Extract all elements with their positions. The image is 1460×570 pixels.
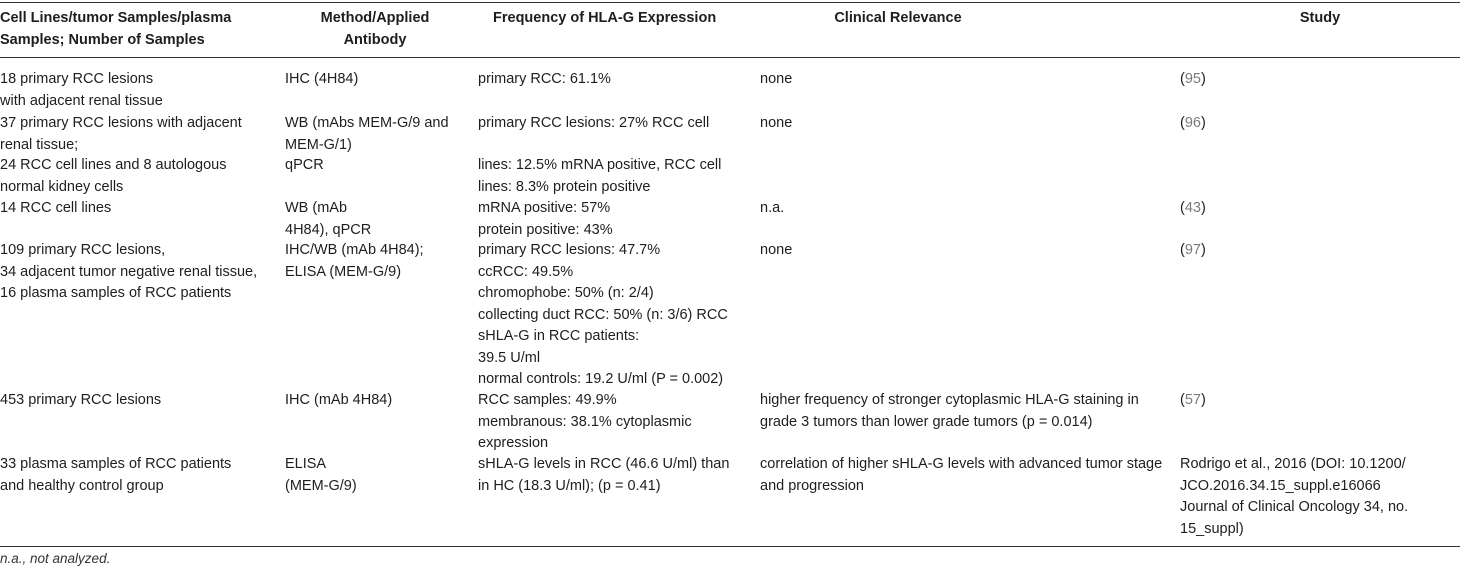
header-samples bbox=[0, 8, 270, 51]
reference-link[interactable]: 97 bbox=[1184, 242, 1201, 258]
study-cell-line: (43) bbox=[1180, 200, 1206, 216]
relevance-cell-line: none bbox=[760, 242, 793, 258]
frequency-cell-line: chromophobe: 50% (n: 2/4) bbox=[478, 285, 654, 301]
frequency-cell-line: lines: 8.3% protein positive bbox=[478, 178, 651, 195]
relevance-cell-line: grade 3 tumors than lower grade tumors (p = 0.014) bbox=[760, 413, 1093, 430]
relevance-cell-line: none bbox=[760, 71, 793, 87]
relevance-cell bbox=[760, 454, 1170, 497]
method-cell-line: ELISA (MEM-G/9) bbox=[285, 263, 402, 280]
table-footnote: n.a., not analyzed. bbox=[0, 551, 111, 566]
samples-cell-line: 18 primary RCC lesions bbox=[0, 71, 154, 87]
frequency-cell-line: sHLA-G in RCC patients: bbox=[478, 328, 640, 344]
samples-cell-line: 37 primary RCC lesions with adjacent bbox=[0, 115, 242, 131]
method-cell-line: (MEM-G/9) bbox=[285, 477, 357, 494]
relevance-cell bbox=[760, 113, 1170, 135]
samples-cell-line: normal kidney cells bbox=[0, 178, 124, 195]
table-top-rule bbox=[0, 2, 1460, 3]
samples-cell-line: 453 primary RCC lesions bbox=[0, 392, 162, 408]
study-cell bbox=[1180, 390, 1460, 412]
frequency-cell bbox=[478, 155, 748, 198]
header-relevance: Clinical Relevance bbox=[834, 10, 962, 26]
frequency-cell bbox=[478, 454, 748, 497]
frequency-cell-line: protein positive: 43% bbox=[478, 221, 613, 238]
relevance-cell bbox=[760, 390, 1170, 433]
samples-cell-line: 14 RCC cell lines bbox=[0, 200, 112, 216]
study-cell-line: (97) bbox=[1180, 242, 1206, 258]
method-cell-line: IHC (mAb 4H84) bbox=[285, 392, 393, 408]
study-cell-line: JCO.2016.34.15_suppl.e16066 bbox=[1180, 477, 1381, 494]
method-cell-line: qPCR bbox=[285, 157, 324, 173]
study-cell-line: Journal of Clinical Oncology 34, no. bbox=[1180, 499, 1409, 515]
study-cell-line: (96) bbox=[1180, 115, 1206, 131]
frequency-cell-line: expression bbox=[478, 435, 549, 451]
samples-cell-line: and healthy control group bbox=[0, 477, 164, 494]
header-study: Study bbox=[1299, 10, 1341, 26]
method-cell bbox=[285, 390, 465, 412]
frequency-cell-line: membranous: 38.1% cytoplasmic bbox=[478, 413, 692, 430]
study-cell bbox=[1180, 454, 1460, 540]
relevance-cell-line: correlation of higher sHLA-G levels with advanced tumor stage bbox=[760, 456, 1163, 472]
frequency-cell-line: sHLA-G levels in RCC (46.6 U/ml) than bbox=[478, 456, 730, 472]
method-cell-line: ELISA bbox=[285, 456, 327, 472]
frequency-cell bbox=[478, 69, 748, 91]
study-cell-line: (57) bbox=[1180, 392, 1206, 408]
reference-link[interactable]: 96 bbox=[1184, 115, 1201, 131]
frequency-cell-line: lines: 12.5% mRNA positive, RCC cell bbox=[478, 157, 722, 173]
frequency-cell-line: primary RCC: 61.1% bbox=[478, 71, 611, 87]
relevance-cell bbox=[760, 240, 1170, 262]
samples-cell bbox=[0, 390, 270, 412]
frequency-cell-line: primary RCC lesions: 27% RCC cell bbox=[478, 115, 710, 131]
samples-cell-line: 16 plasma samples of RCC patients bbox=[0, 285, 232, 301]
frequency-cell-line: normal controls: 19.2 U/ml (P = 0.002) bbox=[478, 371, 724, 387]
samples-cell bbox=[0, 69, 270, 112]
relevance-cell bbox=[760, 198, 1170, 220]
samples-cell-line: with adjacent renal tissue bbox=[0, 92, 163, 109]
method-cell-line: WB (mAbs MEM-G/9 and bbox=[285, 115, 449, 131]
table-bottom-rule bbox=[0, 546, 1460, 547]
method-cell bbox=[285, 454, 465, 497]
samples-cell bbox=[0, 240, 270, 305]
samples-cell bbox=[0, 113, 270, 156]
frequency-cell-line: mRNA positive: 57% bbox=[478, 200, 611, 216]
header-method-line: Method/Applied bbox=[320, 10, 430, 26]
samples-cell bbox=[0, 454, 270, 497]
relevance-cell-line: none bbox=[760, 115, 793, 131]
frequency-cell-line: ccRCC: 49.5% bbox=[478, 263, 574, 280]
reference-link[interactable]: 95 bbox=[1184, 71, 1201, 87]
header-samples-line: Samples; Number of Samples bbox=[0, 31, 205, 48]
study-cell bbox=[1180, 69, 1460, 91]
header-samples-line: Cell Lines/tumor Samples/plasma bbox=[0, 10, 232, 26]
frequency-cell-line: in HC (18.3 U/ml); (p = 0.41) bbox=[478, 477, 661, 494]
frequency-cell-line: RCC samples: 49.9% bbox=[478, 392, 617, 408]
study-cell bbox=[1180, 113, 1460, 135]
method-cell-line: IHC (4H84) bbox=[285, 71, 359, 87]
frequency-cell bbox=[478, 390, 748, 455]
header-method bbox=[285, 8, 465, 51]
samples-cell-line: 109 primary RCC lesions, bbox=[0, 242, 166, 258]
reference-link[interactable]: 57 bbox=[1184, 392, 1201, 408]
study-cell-line: 15_suppl) bbox=[1180, 520, 1244, 537]
frequency-cell-line: 39.5 U/ml bbox=[478, 349, 541, 366]
study-cell-line: (95) bbox=[1180, 71, 1206, 87]
samples-cell-line: 24 RCC cell lines and 8 autologous bbox=[0, 157, 227, 173]
method-cell bbox=[285, 113, 465, 156]
method-cell-line: IHC/WB (mAb 4H84); bbox=[285, 242, 424, 258]
study-cell bbox=[1180, 198, 1460, 220]
frequency-cell-line: primary RCC lesions: 47.7% bbox=[478, 242, 661, 258]
method-cell bbox=[285, 198, 465, 241]
relevance-cell-line: higher frequency of stronger cytoplasmic HLA-G staining in bbox=[760, 392, 1139, 408]
header-frequency: Frequency of HLA-G Expression bbox=[493, 10, 717, 26]
frequency-cell-line: collecting duct RCC: 50% (n: 3/6) RCC bbox=[478, 306, 728, 323]
method-cell bbox=[285, 240, 465, 283]
relevance-cell-line: n.a. bbox=[760, 200, 785, 216]
method-cell-line: MEM-G/1) bbox=[285, 136, 352, 153]
frequency-cell bbox=[478, 198, 748, 241]
frequency-cell bbox=[478, 113, 748, 135]
frequency-cell bbox=[478, 240, 748, 391]
samples-cell-line: 34 adjacent tumor negative renal tissue, bbox=[0, 263, 258, 280]
reference-link[interactable]: 43 bbox=[1184, 200, 1201, 216]
study-cell bbox=[1180, 240, 1460, 262]
table-header-rule bbox=[0, 57, 1460, 58]
study-cell-line: Rodrigo et al., 2016 (DOI: 10.1200/ bbox=[1180, 456, 1406, 472]
method-cell-line: 4H84), qPCR bbox=[285, 221, 372, 238]
samples-cell bbox=[0, 198, 270, 220]
samples-cell-line: renal tissue; bbox=[0, 136, 79, 153]
method-cell bbox=[285, 155, 465, 177]
method-cell-line: WB (mAb bbox=[285, 200, 348, 216]
samples-cell-line: 33 plasma samples of RCC patients bbox=[0, 456, 232, 472]
method-cell bbox=[285, 69, 465, 91]
relevance-cell bbox=[760, 69, 1170, 91]
samples-cell bbox=[0, 155, 270, 198]
header-method-line: Antibody bbox=[343, 31, 407, 48]
relevance-cell-line: and progression bbox=[760, 477, 864, 494]
